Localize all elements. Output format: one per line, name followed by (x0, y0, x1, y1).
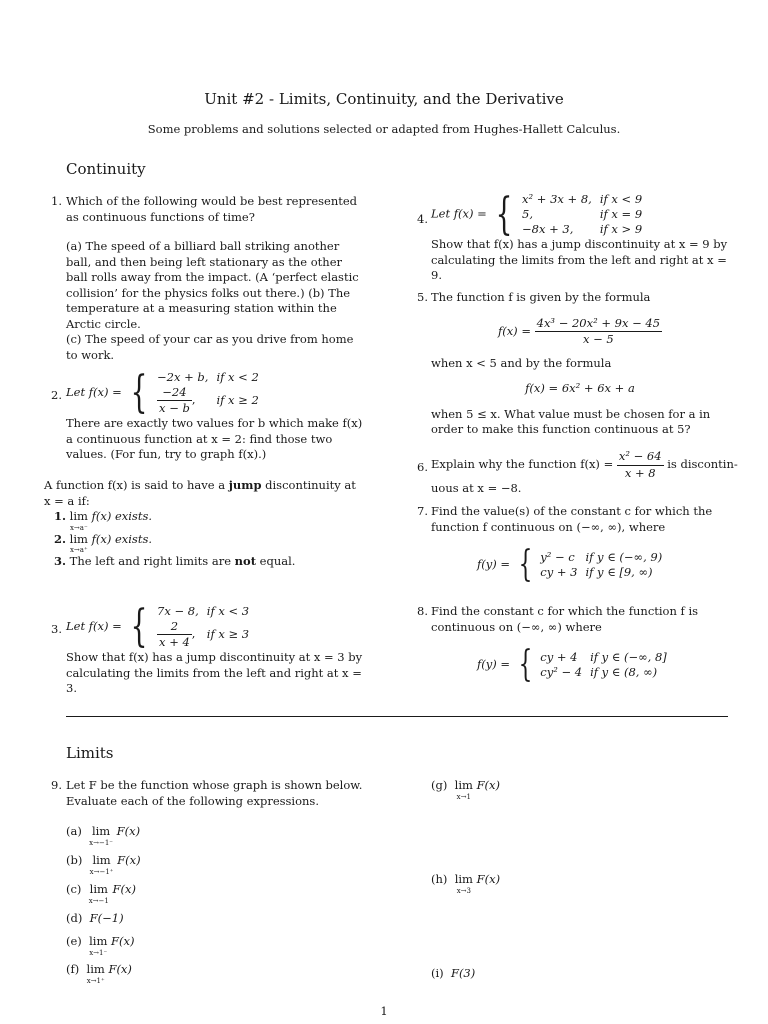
problem-3-text: Show that f(x) has a jump discontinuity at x = 3 by calculating the limits from the left and right at x = 3. (66, 650, 363, 695)
left-brace: { (518, 644, 533, 685)
problem-1-question: Which of the following would be best represented as continuous functions of time? (66, 194, 358, 224)
problem-2-number: 2. (51, 388, 62, 402)
problem-5-equation-2: f(x) = 6x² + 6x + a (525, 381, 635, 395)
problem-6-number: 6. (417, 460, 428, 474)
left-brace: { (495, 188, 513, 240)
page-title: Unit #2 - Limits, Continuity, and the Derivative (204, 90, 564, 108)
problem-2-definition: Let f(x) = { −2x + b, if x < 2 $\frac{-24}{x - b}$ , if x ≥ 2 (66, 370, 364, 416)
problem-4: Let f(x) = { x² + 3x + 8, if x < 9 5, if x = 9 −8x + 3, if x > 9 Show that f(x) has a jump discontinuity at x = 9 by calculating the limits from the left and right at x = 9. (431, 188, 728, 282)
left-brace: { (130, 367, 148, 418)
part-f: (f) lim x→1⁺ F(x) (66, 962, 132, 985)
part-i: (i) F(3) (431, 966, 476, 980)
problem-6: Explain why the function f(x) = $\frac{\text{x² − 64}}{x + 8}$ is discontin- uous at x = −8. (431, 449, 738, 495)
problem-2-text: There are exactly two values for b which make f(x) a continuous function at x = 2: find those two values. (For fun, try to graph f(x).) (66, 416, 363, 461)
part-e: (e) lim x→1⁻ F(x) (66, 934, 135, 957)
problem-1 (66, 194, 364, 363)
problem-7-number: 7. (417, 504, 428, 518)
problem-8: Find the constant c for which the function f is continuous on (−∞, ∞) where f(y) = { cy + 4 if y ∈ (−∞, 8] cy² − 4 if y ∈ (8, ∞) (431, 604, 729, 683)
page-number: 1 (380, 1004, 388, 1018)
problem-4-number: 4. (417, 212, 428, 226)
part-a: (a) lim x→−1⁻ F(x) (66, 824, 141, 847)
case-condition: if x < 2 (216, 370, 259, 384)
left-brace: { (518, 544, 533, 585)
problem-3: Let f(x) = { 7x − 8, if x < 3 $\frac{2}{x + 4}$ , if x ≥ 3 Show that f(x) has a jump discontinuity at x = 3 by calculating the limits from the left and right at x = 3. (66, 601, 363, 695)
problem-3-number: 3. (51, 622, 62, 636)
problem-7: Find the value(s) of the constant c for which the function f continuous on (−∞, ∞), where f(y) = { y² − c if y ∈ (−∞, 9) cy + 3 if y ∈ [9, ∞) (431, 504, 729, 583)
problem-4-text: Show that f(x) has a jump discontinuity at x = 9 by calculating the limits from the left and right at x = 9. (431, 237, 728, 282)
problem-8-number: 8. (417, 604, 428, 618)
problem-5-number: 5. (417, 290, 428, 304)
problem-8-piecewise: f(y) = { cy + 4 if y ∈ (−∞, 8] cy² − 4 if y ∈ (8, ∞) (477, 644, 667, 685)
part-g: (g) lim x→1 F(x) (431, 778, 501, 801)
problem-5: The function f is given by the formula f(x) = $\frac{\text{4x³ − 20x² + 9x − 45}}{x - 5}$ when x < 5 and by the formula f(x) = 6x² + 6x + a when 5 ≤ x. What value must be chosen for a in order to make this function continuous at 5? (431, 290, 729, 438)
continuity-heading: Continuity (66, 160, 146, 178)
case-expr: −2x + b, (157, 370, 209, 384)
jump-term: jump (228, 478, 262, 492)
problem-9-number: 9. (51, 778, 62, 792)
case-condition: if x ≥ 2 (216, 393, 259, 407)
problem-2 (66, 367, 364, 463)
section-divider (66, 716, 728, 717)
jump-condition-3: 3. The left and right limits are not equal. (54, 554, 296, 568)
jump-condition-1: 1. lim x→a⁻ f(x) exists. (54, 509, 153, 532)
fraction-numerator: −24 (157, 385, 192, 401)
problem-1-option-c: (c) The speed of your car as you drive from home to work. (66, 332, 354, 362)
problem-1-number: 1. (51, 194, 62, 208)
page-subtitle: Some problems and solutions selected or adapted from Hughes-Hallett Calculus. (147, 122, 621, 136)
jump-condition-2: 2. lim x→a⁺ f(x) exists. (54, 531, 153, 554)
limits-heading: Limits (66, 744, 114, 762)
problem-7-piecewise: f(y) = { y² − c if y ∈ (−∞, 9) cy + 3 if y ∈ [9, ∞) (477, 544, 663, 585)
left-brace: { (130, 601, 148, 652)
fraction-denominator: x − b (159, 401, 190, 415)
problem-9-text: Let F be the function whose graph is shown below. Evaluate each of the following expressions. (66, 778, 363, 808)
problem-5-equation-1: f(x) = $\frac{\text{4x³ − 20x² + 9x − 45}}{x - 5}$ (497, 315, 661, 346)
part-b: (b) lim x→−1⁺ F(x) (66, 853, 141, 876)
jump-definition: A function f(x) is said to have a jump discontinuity at x = a if: 1. lim x→a⁻ f(x) exists. 2. lim x→a⁺ f(x) exists. 3. The left and right limits are not equal. (44, 478, 364, 570)
problem-1-option-ab: (a) The speed of a billiard ball striking another ball, and then being left stationary as the other ball rolls away from the impact. (A ‘perfect elastic collision’ for the physics folks out there.) (b) The temperature at a measuring station within the Arctic circle. (66, 239, 359, 331)
part-c: (c) lim x→−1 F(x) (66, 882, 136, 905)
part-h: (h) lim x→3 F(x) (431, 872, 501, 895)
problem-2-let: Let f(x) = (66, 385, 122, 399)
part-d: (d) F(−1) (66, 911, 124, 925)
